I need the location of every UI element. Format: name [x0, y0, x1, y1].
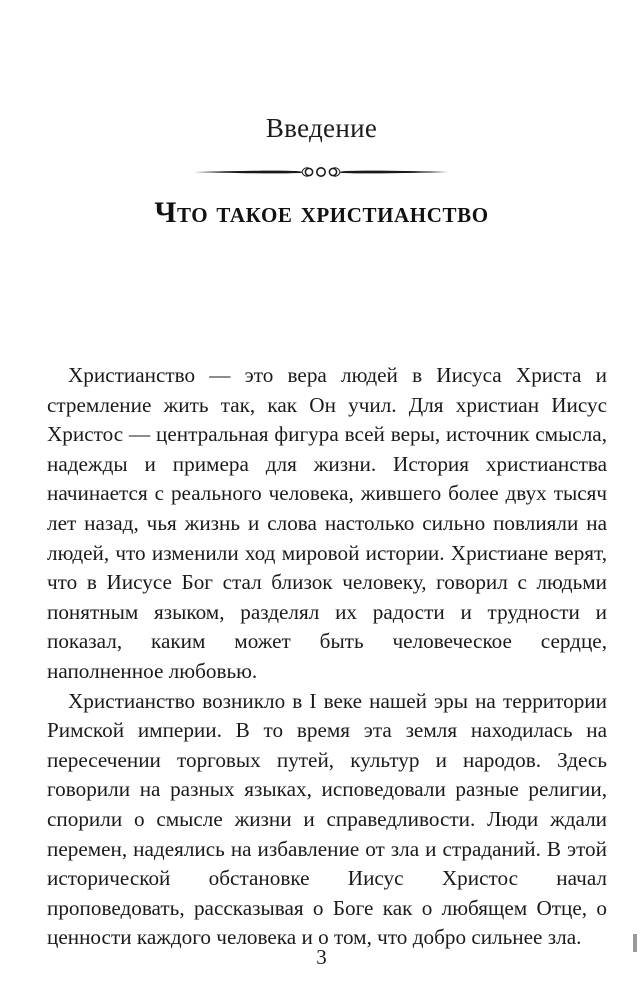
- flourish-divider-icon: [192, 160, 450, 182]
- section-label: Введение: [265, 113, 378, 143]
- page-number: 3: [316, 945, 327, 969]
- chapter-title: Что такое христианство: [154, 196, 489, 229]
- paragraph: Христианство — это вера людей в Иисуса Христа и стремление жить так, как Он учил. Для христиан Иисус Христос — центральная фигура всей веры, источник смысла, надежды и примера для жизни. История христианства начинается с реального человека, жившего более двух тысяч лет назад, чья жизнь и слова настолько сильно повлияли на людей, что изменили ход мировой истории. Христиане верят, что в Иисусе Бог стал близок человеку, говорил с людьми понятным языком, разделял их радости и трудности и показал, каким может быть человеческое сердце, наполненное любовью.: [47, 363, 607, 683]
- body-text: [47, 361, 607, 953]
- paragraph: Христианство возникло в I веке нашей эры на территории Римской империи. В то время эта земля находилась на пересечении торговых путей, культур и народов. Здесь говорили на разных языках, исповедовали разные религии, спорили о смысле жизни и справедливости. Люди ждали перемен, надеялись на избавление от зла и страданий. В этой исторической обстановке Иисус Христос начал проповедовать, рассказывая о Боге как о любящем Отце, о ценности каждого человека и о том, что добро сильнее зла.: [47, 688, 607, 950]
- page-edge-mark: [633, 934, 637, 952]
